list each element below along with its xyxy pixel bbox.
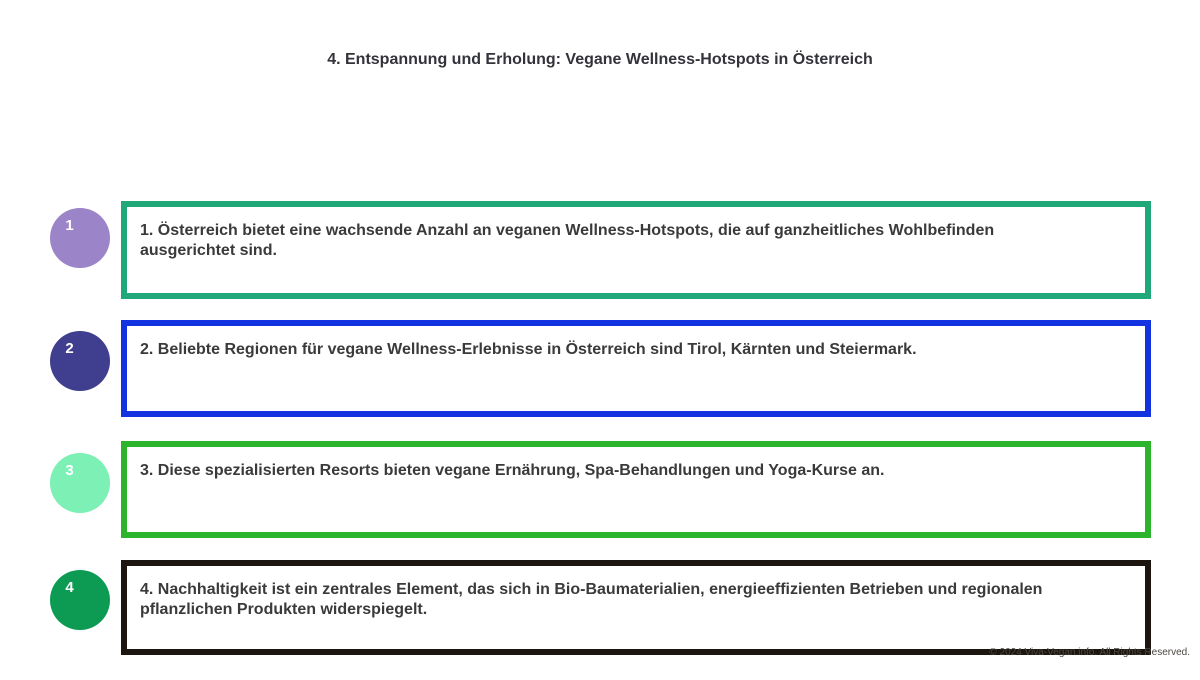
copyright-text: © 2024 Viva-Vegan.info. All Rights Reserved. [989, 647, 1190, 658]
item-text: 2. Beliebte Regionen für vegane Wellness-Erlebnisse in Österreich sind Tirol, Kärnten und Steiermark. [140, 341, 917, 358]
numbered-list [50, 201, 1151, 655]
list-item [50, 320, 1151, 417]
list-item [50, 560, 1151, 655]
item-text: 1. Österreich bietet eine wachsende Anzahl an veganen Wellness-Hotspots, die auf ganzheitliches Wohlbefinden ausgerichtet sind. [140, 222, 995, 259]
item-text-box [121, 560, 1151, 655]
list-item [50, 441, 1151, 538]
item-text: 4. Nachhaltigkeit ist ein zentrales Element, das sich in Bio-Baumaterialien, energieeffizienten Betrieben und regionalen pflanzlichen Produkten widerspiegelt. [140, 581, 1043, 618]
item-number: 3 [65, 462, 74, 479]
item-number-badge [50, 570, 110, 630]
page-title: 4. Entspannung und Erholung: Vegane Wellness-Hotspots in Österreich [327, 51, 873, 68]
item-text-box [121, 441, 1151, 538]
list-item [50, 201, 1151, 299]
item-text-box [121, 201, 1151, 299]
item-number-badge [50, 208, 110, 268]
item-number-badge [50, 331, 110, 391]
item-text: 3. Diese spezialisierten Resorts bieten vegane Ernährung, Spa-Behandlungen und Yoga-Kurse an. [140, 462, 885, 479]
item-number: 4 [65, 579, 74, 596]
item-number: 1 [65, 217, 74, 234]
item-number-badge [50, 453, 110, 513]
item-text-box [121, 320, 1151, 417]
item-number: 2 [65, 340, 74, 357]
